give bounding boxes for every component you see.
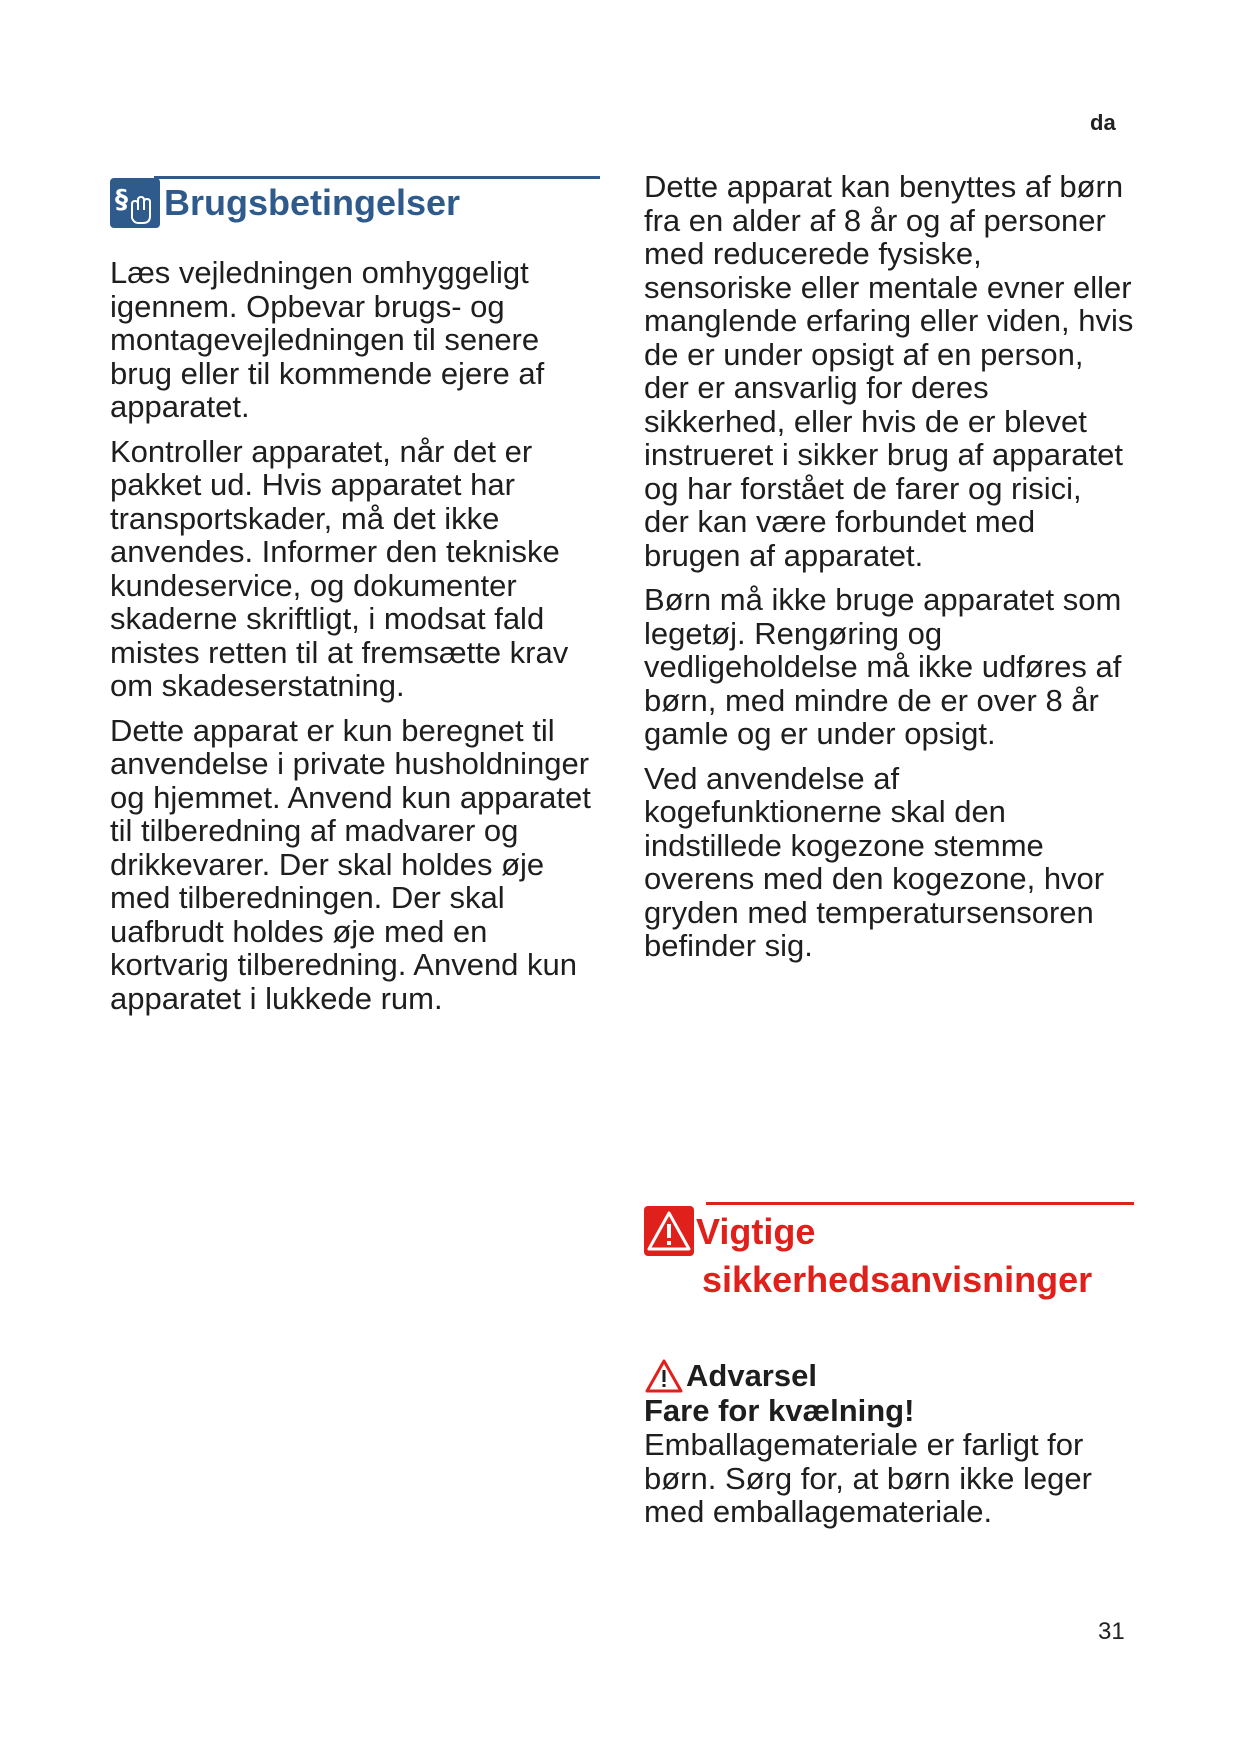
- section-title-line: Vigtige: [696, 1211, 816, 1252]
- section-title-line: sikkerhedsanvisninger: [702, 1259, 1093, 1300]
- paragraph: Læs vejledningen omhyggeligt igennem. Opbevar brugs- og montagevejledningen til senere brug eller til kommende ejere af apparatet.: [110, 255, 545, 424]
- warning-triangle-icon: [644, 1206, 694, 1256]
- warning-block: [644, 1358, 1134, 1529]
- warning-heading: Fare for kvælning!: [644, 1393, 915, 1428]
- paragraph: Dette apparat kan benyttes af børn fra en alder af 8 år og af personer med reducerede fysiske, sensoriske eller mentale evner eller manglende erfaring eller viden, hvis de er under opsigt af en person, der er ansvarlig for deres sikkerhed, eller hvis de er blevet instrueret i sikker brug af apparatet og har forstået de farer og risici, der kan være forbundet med brugen af apparatet.: [644, 169, 1134, 573]
- section-rule: [706, 1202, 1134, 1205]
- paragraph: Dette apparat er kun beregnet til anvendelse i private husholdninger og hjemmet. Anvend kun apparatet til tilberedning af madvarer og drikkevarer. Der skal holdes øje med tilberedningen. Der skal uafbrudt holdes øje med en kortvarig tilberedning. Anvend kun apparatet i lukkede rum.: [110, 712, 591, 1016]
- warning-text: Emballagemateriale er farligt for børn. Sørg for, at børn ikke leger med emballagemateriale.: [644, 1427, 1092, 1529]
- section-title: [696, 1208, 1092, 1304]
- warning-label-text: Advarsel: [686, 1358, 817, 1393]
- right-column: [644, 170, 1134, 974]
- paragraph: Kontroller apparatet, når det er pakket ud. Hvis apparatet har transportskader, må det ikke anvendes. Informer den tekniske kundeservice, og dokumenter skaderne skriftligt, i modsat fald mistes retten til at fremsætte krav om skadeserstatning.: [110, 433, 569, 703]
- usage-section-header: [110, 176, 600, 236]
- warning-outline-icon: [644, 1358, 684, 1394]
- section-title: Brugsbetingelser: [164, 182, 461, 223]
- warning-label: [644, 1358, 1134, 1394]
- left-column: [110, 176, 600, 1026]
- paragraph-hand-icon: [110, 178, 160, 228]
- paragraph: Børn må ikke bruge apparatet som legetøj. Rengøring og vedligeholdelse må ikke udføres af børn, med mindre de er over 8 år gamle og er under opsigt.: [644, 582, 1122, 751]
- safety-section-header: [644, 1202, 1134, 1312]
- svg-text:§: §: [115, 185, 128, 215]
- language-code: da: [1090, 110, 1116, 135]
- page-number: 31: [1098, 1618, 1125, 1645]
- section-rule: [154, 176, 600, 179]
- paragraph: Ved anvendelse af kogefunktionerne skal den indstillede kogezone stemme overens med den kogezone, hvor gryden med temperatursensoren befinder sig.: [644, 760, 1105, 963]
